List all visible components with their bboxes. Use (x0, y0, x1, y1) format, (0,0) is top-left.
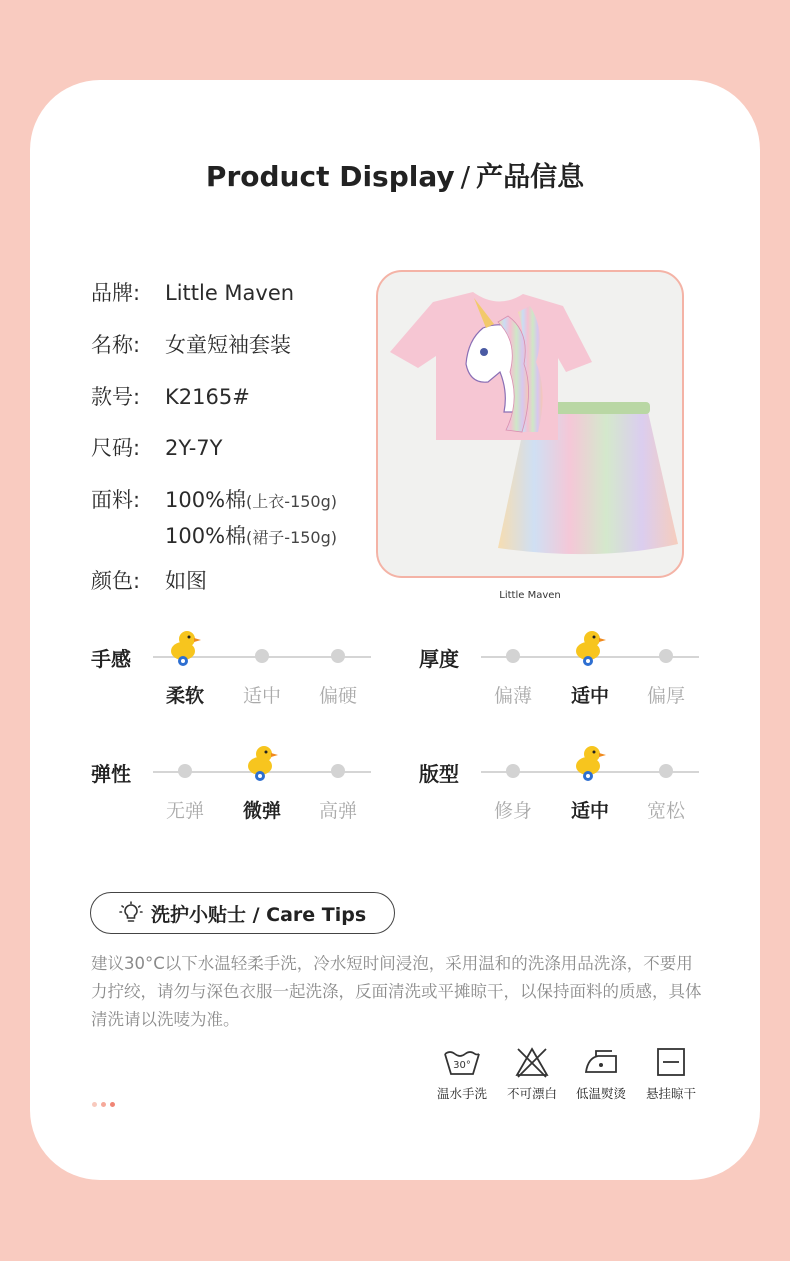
title-en: Product Display (205, 160, 455, 193)
rating-label: 厚度 (419, 647, 459, 671)
no-bleach-icon (514, 1046, 550, 1078)
rating-dot (331, 764, 345, 778)
rating-option: 偏薄 (493, 685, 532, 707)
care-description: 建议30°C以下水温轻柔手洗，冷水短时间浸泡，采用温和的洗涤用品洗涤，不要用力拧绞，请勿与深色衣服一起洗涤，反面清洗或平摊晾干，以保持面料的质感，具体清洗请以洗唛为准。 (91, 954, 702, 1029)
rating-feel (91, 643, 381, 713)
rating-option: 适中 (570, 685, 609, 707)
product-illustration (378, 272, 684, 578)
rating-dot (659, 764, 673, 778)
care-line-dry-label: 悬挂晾干 (645, 1086, 696, 1101)
rating-dot (659, 649, 673, 663)
care-tips-title (90, 892, 395, 934)
rating-option: 高弹 (318, 800, 357, 822)
spec-size-value: 2Y-7Y (165, 436, 223, 460)
duck-marker-icon (573, 629, 607, 667)
line-dry-icon (655, 1046, 687, 1078)
spec-fabric-line1-note: (上衣-150g) (246, 492, 338, 511)
care-hand-wash-label: 温水手洗 (436, 1086, 487, 1101)
spec-fabric-label: 面料: (91, 488, 141, 512)
rating-label: 手感 (91, 647, 131, 671)
iron-low-icon (582, 1046, 620, 1078)
rating-option: 微弹 (242, 800, 281, 822)
rating-option: 修身 (493, 800, 532, 822)
care-iron-low (569, 1046, 633, 1102)
care-iron-low-label: 低温熨烫 (575, 1086, 626, 1101)
rating-thickness (419, 643, 709, 713)
spec-fabric-line1-main: 100%棉 (165, 488, 247, 512)
duck-marker-icon (168, 629, 202, 667)
spec-name-value: 女童短袖套装 (165, 333, 291, 357)
product-photo (376, 270, 684, 578)
spec-size (91, 432, 222, 462)
spec-fabric-line2-main: 100%棉 (165, 524, 247, 548)
spec-name-label: 名称: (91, 333, 141, 357)
svg-text:30°: 30° (453, 1060, 471, 1071)
pager-dot (101, 1102, 106, 1107)
spec-name (91, 329, 291, 359)
title-cn: 产品信息 (476, 162, 585, 193)
rating-option: 宽松 (646, 800, 685, 822)
rating-option: 适中 (242, 685, 281, 707)
spec-color (91, 565, 207, 595)
hand-wash-30-icon (442, 1046, 482, 1078)
spec-fabric-line2-note: (裙子-150g) (246, 528, 338, 547)
spec-brand-value: Little Maven (165, 281, 295, 305)
spec-model-label: 款号: (91, 385, 141, 409)
rating-dot (506, 764, 520, 778)
rating-dot (506, 649, 520, 663)
rating-option: 柔软 (165, 685, 204, 707)
lightbulb-icon (119, 901, 143, 925)
duck-marker-icon (245, 744, 279, 782)
rating-dot (255, 649, 269, 663)
spec-brand (91, 277, 294, 307)
pager-dots (92, 1092, 119, 1111)
spec-color-value: 如图 (165, 569, 207, 593)
care-no-bleach (500, 1046, 564, 1102)
spec-size-label: 尺码: (91, 436, 141, 460)
spec-fabric (91, 484, 337, 550)
spec-color-label: 颜色: (91, 569, 141, 593)
rating-label: 版型 (419, 762, 459, 786)
rating-elasticity (91, 758, 381, 828)
title-separator: / (460, 160, 471, 193)
rating-dot (331, 649, 345, 663)
spec-model-value: K2165# (165, 385, 250, 409)
photo-caption: Little Maven (499, 590, 561, 601)
care-tips-title-text: 洗护小贴士 / Care Tips (151, 903, 367, 926)
rating-option: 无弹 (165, 800, 204, 822)
page-title (0, 155, 790, 194)
care-no-bleach-label: 不可漂白 (506, 1086, 557, 1101)
rating-dot (178, 764, 192, 778)
duck-marker-icon (573, 744, 607, 782)
rating-option: 适中 (570, 800, 609, 822)
rating-label: 弹性 (91, 762, 131, 786)
pager-dot (110, 1102, 115, 1107)
spec-brand-label: 品牌: (91, 281, 141, 305)
care-line-dry (639, 1046, 703, 1102)
spec-model (91, 381, 250, 411)
care-hand-wash (430, 1046, 494, 1102)
rating-option: 偏厚 (646, 685, 685, 707)
pager-dot (92, 1102, 97, 1107)
rating-option: 偏硬 (318, 685, 357, 707)
rating-fit (419, 758, 709, 828)
